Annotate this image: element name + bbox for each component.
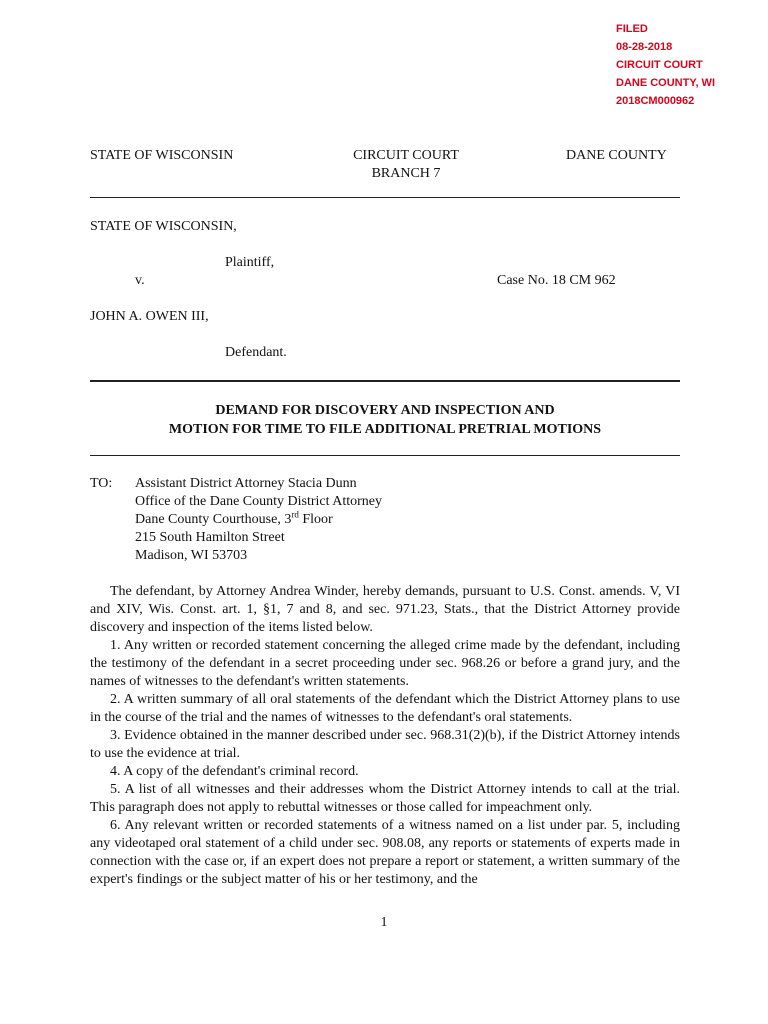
page-number: 1 — [380, 915, 388, 930]
title-bottom-rule — [90, 455, 680, 456]
plaintiff-label: Plaintiff, — [225, 255, 275, 270]
defendant-label: Defendant. — [225, 345, 287, 360]
body-item: 4. A copy of the defendant's criminal record. — [110, 764, 359, 779]
to-courthouse-suffix: Floor — [298, 512, 333, 527]
to-addressee: Assistant District Attorney Stacia Dunn — [135, 476, 357, 491]
document-title — [90, 401, 680, 439]
to-office: Office of the Dane County District Attorney — [135, 494, 383, 509]
filed-stamp-line: 08-28-2018 — [616, 41, 673, 53]
case-number: Case No. 18 CM 962 — [497, 273, 616, 288]
to-courthouse-prefix: Dane County Courthouse, 3 — [135, 512, 292, 527]
body-item: 5. A list of all witnesses and their addresses whom the District Attorney intends to call at the trial. This paragraph does not apply to rebuttal witnesses or those called for impeachment only. — [90, 782, 680, 815]
filed-stamp — [616, 20, 715, 110]
title-top-rule — [90, 380, 680, 382]
to-address-block — [135, 475, 382, 565]
to-courthouse — [135, 511, 382, 529]
defendant-name: JOHN A. OWEN III, — [90, 309, 209, 324]
plaintiff-name: STATE OF WISCONSIN, — [90, 219, 237, 234]
to-courthouse-sup: rd — [291, 509, 299, 520]
body-item: 6. Any relevant written or recorded statements of a witness named on a list under par. 5, including any videotaped oral statement of a child under sec. 908.08, any reports or statements of experts made in connection with the case or, if an expert does not prepare a report or statement, a written summary of the expert's findings or the subject matter of his or her testimony, and the — [90, 818, 680, 887]
caption-divider — [90, 197, 680, 198]
document-title-line-2: MOTION FOR TIME TO FILE ADDITIONAL PRETRIAL MOTIONS — [168, 422, 602, 437]
document-title-line-1: DEMAND FOR DISCOVERY AND INSPECTION AND — [215, 403, 555, 418]
caption-state: STATE OF WISCONSIN — [90, 148, 234, 163]
filed-stamp-line: FILED — [616, 23, 648, 35]
to-street: 215 South Hamilton Street — [135, 530, 285, 545]
body-intro: The defendant, by Attorney Andrea Winder, hereby demands, pursuant to U.S. Const. amends. V, VI and XIV, Wis. Const. art. 1, §1, 7 and 8, and sec. 971.23, Stats., that the District Attorney provide discovery and inspection of the items listed below. — [90, 584, 680, 635]
caption-court — [316, 147, 496, 183]
caption-court-name: CIRCUIT COURT — [353, 148, 459, 163]
filed-stamp-line: 2018CM000962 — [616, 95, 695, 107]
versus-text: v. — [135, 273, 145, 288]
caption-branch: BRANCH 7 — [371, 166, 441, 181]
filed-stamp-line: DANE COUNTY, WI — [616, 77, 715, 89]
to-city: Madison, WI 53703 — [135, 548, 248, 563]
body-text — [90, 583, 680, 889]
body-item: 1. Any written or recorded statement concerning the alleged crime made by the defendant, including the testimony of the defendant in a secret proceeding under sec. 968.26 or before a grand jury, and the names of witnesses to the defendant's written statements. — [90, 638, 680, 689]
filed-stamp-line: CIRCUIT COURT — [616, 59, 703, 71]
to-label: TO: — [90, 476, 113, 491]
caption-county: DANE COUNTY — [566, 148, 667, 163]
body-item: 2. A written summary of all oral statements of the defendant which the District Attorney plans to use in the course of the trial and the names of witnesses to the defendant's oral statements. — [90, 692, 680, 725]
body-item: 3. Evidence obtained in the manner described under sec. 968.31(2)(b), if the District Attorney intends to use the evidence at trial. — [90, 728, 680, 761]
